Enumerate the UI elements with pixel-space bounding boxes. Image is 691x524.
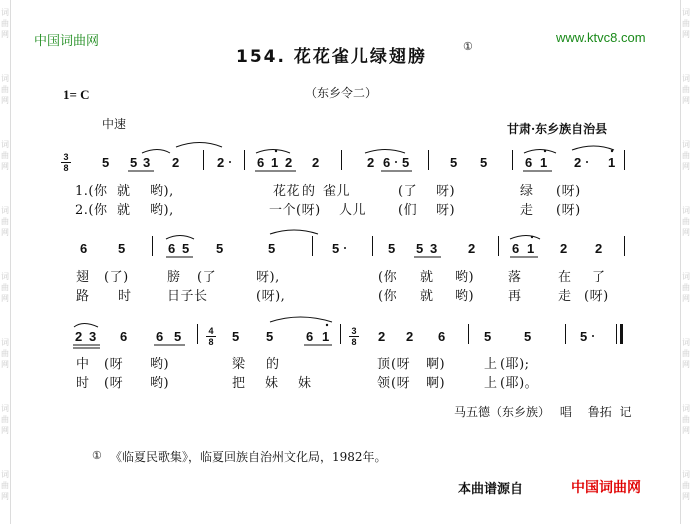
note: 1 bbox=[271, 155, 279, 170]
note: 1 bbox=[540, 155, 548, 170]
note: 3 bbox=[143, 155, 151, 170]
watermark-glyph: 曲 bbox=[682, 283, 690, 292]
lyric: (呀 bbox=[391, 376, 411, 391]
lyric: 就 bbox=[117, 203, 131, 218]
watermark-glyph: 网 bbox=[1, 492, 9, 501]
song-title: 154. 花花雀儿绿翅膀 bbox=[236, 47, 427, 67]
watermark-glyph: 网 bbox=[682, 426, 690, 435]
watermark-glyph: 词 bbox=[1, 74, 9, 83]
note: 6 bbox=[438, 329, 446, 344]
watermark-glyph: 词 bbox=[1, 206, 9, 215]
note: 5 bbox=[174, 329, 182, 344]
lyric: 哟), bbox=[150, 203, 174, 218]
watermark-glyph: 词 bbox=[682, 74, 690, 83]
note: 2 bbox=[378, 329, 386, 344]
watermark-glyph: 网 bbox=[682, 30, 690, 39]
lyric: (了 bbox=[197, 270, 217, 285]
watermark-glyph: 网 bbox=[682, 360, 690, 369]
note: 5 bbox=[480, 155, 488, 170]
lyric: 走 bbox=[520, 203, 534, 218]
watermark-glyph: 网 bbox=[1, 162, 9, 171]
note: 5 bbox=[232, 329, 240, 344]
note: 6 bbox=[512, 241, 520, 256]
watermark-glyph: 词 bbox=[682, 404, 690, 413]
lyric: 哟) bbox=[455, 289, 475, 304]
watermark-glyph: 网 bbox=[1, 294, 9, 303]
watermark-glyph: 曲 bbox=[1, 283, 9, 292]
footnote-mark: ① bbox=[92, 449, 102, 462]
lyric: 中 bbox=[76, 357, 90, 372]
note: 2 bbox=[75, 329, 83, 344]
note: 3 bbox=[89, 329, 97, 344]
slur bbox=[572, 146, 614, 150]
lyric: 上 bbox=[484, 357, 498, 372]
lyric: 膀 bbox=[167, 270, 181, 285]
note: 2 bbox=[367, 155, 375, 170]
note: 6 bbox=[156, 329, 164, 344]
lyric: 2.(你 bbox=[75, 203, 108, 218]
octave-dot bbox=[275, 150, 277, 152]
note: 5 bbox=[450, 155, 458, 170]
watermark-glyph: 词 bbox=[682, 206, 690, 215]
note: 2 bbox=[595, 241, 603, 256]
lyric: 时 bbox=[118, 289, 132, 304]
lyric: (你 bbox=[378, 270, 398, 285]
watermark-glyph: 网 bbox=[1, 360, 9, 369]
note: 2 bbox=[217, 155, 225, 170]
note: 2 bbox=[574, 155, 582, 170]
lyric: 哟) bbox=[455, 270, 475, 285]
lyric: 时 bbox=[76, 376, 90, 391]
watermark-glyph: 词 bbox=[1, 140, 9, 149]
watermark-glyph: 曲 bbox=[682, 19, 690, 28]
lyric: (们 bbox=[398, 203, 418, 218]
lyric: (了 bbox=[398, 184, 418, 199]
watermark-glyph: 网 bbox=[682, 492, 690, 501]
lyric: (呀) bbox=[296, 203, 321, 218]
watermark-glyph: 词 bbox=[1, 338, 9, 347]
lyric: 路 bbox=[76, 289, 90, 304]
watermark-glyph: 网 bbox=[682, 162, 690, 171]
note: 5 bbox=[268, 241, 276, 256]
lyric: 翅 bbox=[76, 270, 90, 285]
lyric: 顶 bbox=[377, 357, 391, 372]
watermark-glyph: 词 bbox=[1, 404, 9, 413]
watermark-glyph: 网 bbox=[682, 294, 690, 303]
lyric: (耶)。 bbox=[500, 376, 539, 391]
note: 5 bbox=[484, 329, 492, 344]
note: 5 bbox=[580, 329, 588, 344]
watermark-glyph: 词 bbox=[682, 338, 690, 347]
lyric: (你 bbox=[378, 289, 398, 304]
lyric: 领 bbox=[377, 376, 391, 391]
slur bbox=[510, 236, 540, 240]
tempo-marking: 中速 bbox=[102, 117, 127, 131]
lyric: 走 bbox=[558, 289, 572, 304]
note: 5 bbox=[102, 155, 110, 170]
watermark-glyph: 词 bbox=[1, 470, 9, 479]
note: 5 bbox=[332, 241, 340, 256]
watermark-glyph: 曲 bbox=[682, 481, 690, 490]
footnote-text: 《临夏民歌集》，临夏回族自治州文化局，1982年。 bbox=[110, 450, 387, 464]
key-signature: 1= C bbox=[63, 87, 90, 102]
lyric: 日子长 bbox=[167, 289, 208, 304]
lyric: (呀) bbox=[584, 289, 609, 304]
watermark-glyph: 网 bbox=[1, 96, 9, 105]
lyric: (呀) bbox=[556, 184, 581, 199]
octave-dot bbox=[611, 150, 613, 152]
site-url-right[interactable]: www.ktvc8.com bbox=[556, 30, 646, 45]
watermark-glyph: 曲 bbox=[1, 415, 9, 424]
watermark-glyph: 网 bbox=[1, 228, 9, 237]
time-signature-change: 3 8 bbox=[349, 327, 359, 346]
lyric: 一个 bbox=[269, 203, 297, 218]
note: 6 bbox=[168, 241, 176, 256]
watermark-glyph: 网 bbox=[682, 96, 690, 105]
note: 5 bbox=[182, 241, 190, 256]
source-brand-link[interactable]: 中国词曲网 bbox=[571, 480, 641, 496]
lyric: 哟) bbox=[150, 376, 170, 391]
lyric: (了) bbox=[104, 270, 129, 285]
watermark-glyph: 词 bbox=[682, 140, 690, 149]
note: 5 bbox=[416, 241, 424, 256]
watermark-glyph: 曲 bbox=[1, 349, 9, 358]
slur bbox=[524, 150, 556, 154]
note: 6 bbox=[120, 329, 128, 344]
watermark-glyph: 词 bbox=[1, 8, 9, 17]
note: 5 bbox=[388, 241, 396, 256]
lyric: (呀) bbox=[556, 203, 581, 218]
lyric: 了 bbox=[592, 270, 606, 285]
title-footnote-mark: ① bbox=[463, 40, 473, 53]
watermark-glyph: 曲 bbox=[1, 217, 9, 226]
lyric: 梁 bbox=[232, 357, 246, 372]
recorder-name: 鲁拓 bbox=[587, 405, 612, 419]
note: 1 bbox=[322, 329, 330, 344]
note: 2 bbox=[312, 155, 320, 170]
watermark-glyph: 网 bbox=[682, 228, 690, 237]
lyric: 哟), bbox=[150, 184, 174, 199]
lyric: (呀 bbox=[104, 376, 124, 391]
song-origin: 甘肃·东乡族自治县 bbox=[507, 122, 608, 136]
slur bbox=[270, 317, 332, 322]
lyric: 在 bbox=[558, 270, 572, 285]
sing-label: 唱 bbox=[559, 405, 572, 419]
lyric: (呀), bbox=[256, 289, 286, 304]
slur bbox=[176, 143, 222, 148]
lyric: 妹 bbox=[265, 376, 279, 391]
watermark-glyph: 网 bbox=[1, 30, 9, 39]
note: 1 bbox=[527, 241, 535, 256]
slur bbox=[74, 324, 98, 328]
watermark-glyph: 曲 bbox=[682, 349, 690, 358]
lyric: 1.(你 bbox=[75, 184, 108, 199]
slur bbox=[166, 236, 194, 240]
lyric: 上 bbox=[484, 376, 498, 391]
lyric: 落 bbox=[508, 270, 522, 285]
lyric: 的 bbox=[266, 357, 280, 372]
lyric: 就 bbox=[420, 289, 434, 304]
lyric: 就 bbox=[420, 270, 434, 285]
octave-dot bbox=[326, 324, 328, 326]
lyric: 哟) bbox=[150, 357, 170, 372]
slur bbox=[270, 230, 318, 234]
note: 6 bbox=[257, 155, 265, 170]
lyric: 再 bbox=[508, 289, 522, 304]
lyric: 呀), bbox=[256, 270, 280, 285]
note: 6 bbox=[306, 329, 314, 344]
watermark-glyph: 曲 bbox=[1, 85, 9, 94]
time-signature-change: 4 8 bbox=[206, 327, 216, 346]
note: 5 bbox=[130, 155, 138, 170]
watermark-glyph: 曲 bbox=[682, 151, 690, 160]
lyric: 花花 bbox=[273, 184, 301, 199]
site-name-left[interactable]: 中国词曲网 bbox=[34, 33, 100, 48]
singer-credit bbox=[454, 403, 632, 420]
lyric: 把 bbox=[232, 376, 246, 391]
watermark-glyph: 词 bbox=[682, 272, 690, 281]
lyric: 呀) bbox=[436, 203, 456, 218]
note: 2 bbox=[285, 155, 293, 170]
lyric: 就 bbox=[117, 184, 131, 199]
note: 5 bbox=[266, 329, 274, 344]
lyric: 雀儿 bbox=[323, 184, 351, 199]
slur bbox=[365, 150, 405, 154]
watermark-glyph: 曲 bbox=[1, 19, 9, 28]
note: 2 bbox=[406, 329, 414, 344]
note: 2 bbox=[172, 155, 180, 170]
note: 5 bbox=[402, 155, 410, 170]
note: 6 bbox=[80, 241, 88, 256]
watermark-glyph: 词 bbox=[1, 272, 9, 281]
note: 5 bbox=[118, 241, 126, 256]
lyric: (呀 bbox=[104, 357, 124, 372]
octave-dot bbox=[531, 236, 533, 238]
watermark-glyph: 词 bbox=[682, 8, 690, 17]
watermark-glyph: 曲 bbox=[682, 85, 690, 94]
watermark-glyph: 词 bbox=[682, 470, 690, 479]
note: 5 bbox=[216, 241, 224, 256]
source-label: 本曲谱源自 bbox=[458, 482, 524, 497]
note: 1 bbox=[608, 155, 616, 170]
lyric: 的 bbox=[302, 184, 316, 199]
record-label: 记 bbox=[619, 405, 632, 419]
song-subtitle: （东乡令二） bbox=[305, 86, 378, 100]
octave-dot bbox=[544, 150, 546, 152]
watermark-glyph: 曲 bbox=[1, 481, 9, 490]
watermark-glyph: 曲 bbox=[682, 415, 690, 424]
lyric: 人儿 bbox=[339, 203, 367, 218]
note: 6 bbox=[525, 155, 533, 170]
note: 2 bbox=[560, 241, 568, 256]
lyric: (耶); bbox=[500, 357, 530, 372]
note: 3 bbox=[430, 241, 438, 256]
lyric: 妹 bbox=[298, 376, 312, 391]
time-signature: 3 8 bbox=[61, 153, 71, 172]
lyric: 呀) bbox=[436, 184, 456, 199]
note: 5 bbox=[524, 329, 532, 344]
note: 2 bbox=[468, 241, 476, 256]
singer-name: 马五德（东乡族） bbox=[454, 405, 551, 419]
slur bbox=[256, 150, 290, 154]
lyric: 啊) bbox=[426, 357, 446, 372]
lyric: 啊) bbox=[426, 376, 446, 391]
slur bbox=[142, 150, 170, 154]
watermark-glyph: 曲 bbox=[1, 151, 9, 160]
watermark-glyph: 网 bbox=[1, 426, 9, 435]
lyric: (呀 bbox=[391, 357, 411, 372]
note: 6 bbox=[383, 155, 391, 170]
watermark-glyph: 曲 bbox=[682, 217, 690, 226]
lyric: 绿 bbox=[520, 184, 534, 199]
